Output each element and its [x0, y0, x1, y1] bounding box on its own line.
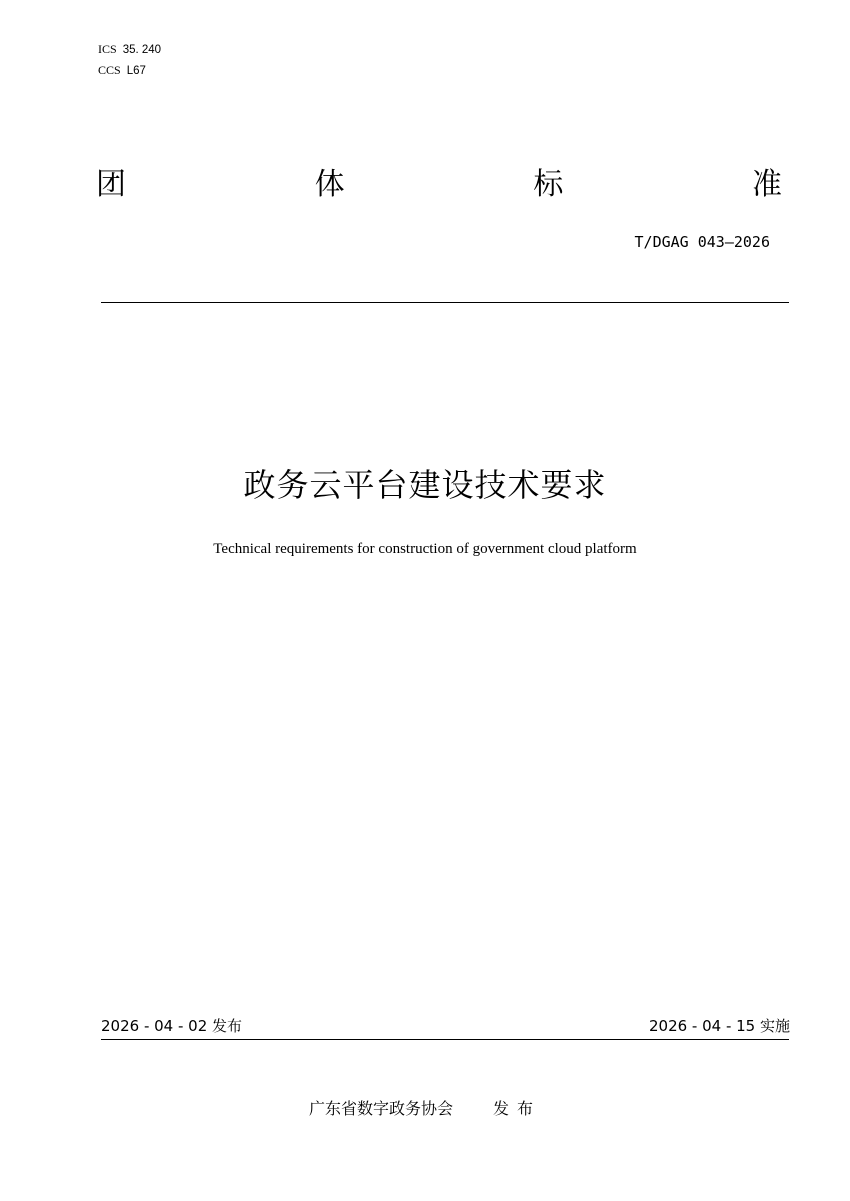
footer-divider: [101, 1039, 789, 1040]
header-divider: [101, 302, 789, 303]
ccs-label: CCS: [98, 63, 121, 77]
publish-action: 发布: [493, 1099, 542, 1118]
standard-type-heading: [96, 163, 782, 207]
implementation-date: 2026 - 04 - 15 实施: [648, 1017, 790, 1035]
ics-label: ICS: [98, 42, 117, 56]
standard-type-char-1: 团: [96, 167, 126, 202]
publisher-line: [0, 1098, 850, 1120]
ics-classification: [98, 42, 161, 57]
standard-number: T/DGAG 043—2026: [634, 233, 770, 251]
standard-type-char-3: 标: [533, 167, 564, 202]
ccs-classification: [98, 63, 146, 78]
ics-code: 35. 240: [122, 44, 162, 56]
standard-type-char-4: 准: [751, 167, 782, 202]
publisher-name: 广东省数字政务协会: [308, 1099, 453, 1118]
document-title-en: Technical requirements for construction of government cloud platform: [213, 541, 637, 557]
document-title-cn: 政务云平台建设技术要求: [243, 466, 607, 504]
ccs-code: L67: [126, 65, 146, 77]
standard-type-char-2: 体: [314, 167, 345, 202]
issue-date: 2026 - 04 - 02 发布: [101, 1017, 243, 1035]
